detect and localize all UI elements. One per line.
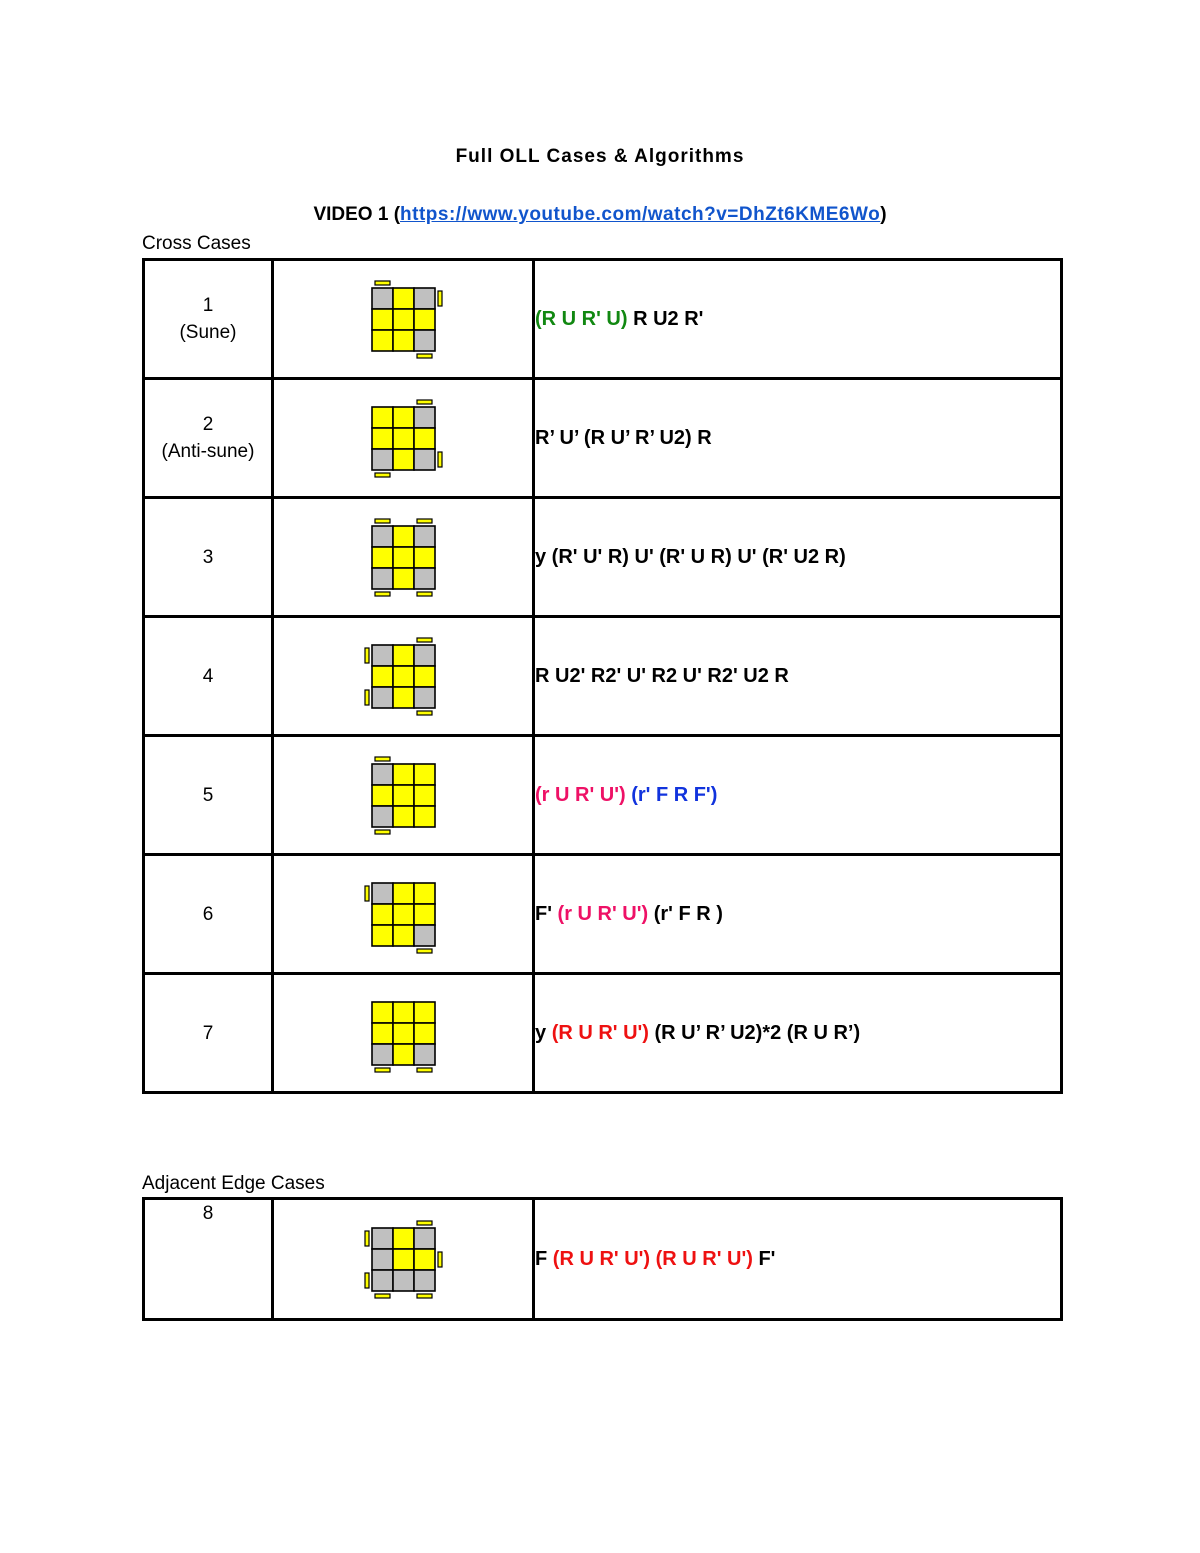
sticker-gray	[414, 288, 435, 309]
sticker-gray	[414, 925, 435, 946]
sticker-yellow	[372, 1023, 393, 1044]
side-sticker	[417, 638, 432, 642]
side-sticker	[375, 473, 390, 477]
case-row	[144, 379, 1062, 498]
case-diagram-cell	[273, 974, 534, 1093]
sticker-gray	[372, 449, 393, 470]
case-number: 6	[202, 903, 214, 925]
algorithm-segment: (R U’ R’ U2)*2 (R U R’)	[648, 1021, 861, 1044]
sticker-gray	[414, 449, 435, 470]
algorithm-segment: R’ U’ (R U’ R’ U2) R	[535, 426, 712, 449]
algorithm-cell	[534, 379, 1062, 498]
case-row	[144, 617, 1062, 736]
sticker-yellow	[393, 687, 414, 708]
side-sticker	[417, 592, 432, 596]
case-number-cell	[144, 974, 273, 1093]
sticker-yellow	[414, 1249, 435, 1270]
sticker-yellow	[393, 330, 414, 351]
sticker-yellow	[414, 785, 435, 806]
sticker-gray	[414, 526, 435, 547]
sticker-yellow	[414, 428, 435, 449]
side-sticker	[438, 1252, 442, 1267]
case-name: (Anti-sune)	[161, 441, 255, 462]
sticker-yellow	[393, 449, 414, 470]
side-sticker	[417, 949, 432, 953]
case-number-cell	[144, 736, 273, 855]
case-number: 5	[202, 784, 214, 806]
case-number: 4	[202, 665, 214, 687]
video-link[interactable]: https://www.youtube.com/watch?v=DhZt6KME6Wo	[400, 204, 881, 225]
oll-cube-icon	[360, 276, 447, 363]
video-prefix: VIDEO 1 (	[313, 204, 401, 225]
sticker-yellow	[414, 764, 435, 785]
oll-cube-icon	[360, 990, 447, 1077]
sticker-gray	[414, 1228, 435, 1249]
algorithm-cell	[534, 1199, 1062, 1320]
algorithm-segment: R U2 R'	[627, 307, 704, 330]
algorithm-cell	[534, 736, 1062, 855]
sticker-yellow	[393, 645, 414, 666]
sticker-yellow	[372, 428, 393, 449]
sticker-yellow	[393, 1002, 414, 1023]
case-number-cell	[144, 379, 273, 498]
section-label-adjacent: Adjacent Edge Cases	[142, 1173, 325, 1194]
sticker-yellow	[393, 764, 414, 785]
side-sticker	[365, 690, 369, 705]
case-diagram-cell	[273, 498, 534, 617]
sticker-yellow	[414, 1002, 435, 1023]
case-number: 1	[202, 295, 214, 316]
sticker-yellow	[372, 330, 393, 351]
oll-cube-icon	[360, 1216, 447, 1303]
side-sticker	[417, 1294, 432, 1298]
side-sticker	[417, 400, 432, 404]
case-number: 8	[202, 1203, 214, 1224]
sticker-yellow	[393, 526, 414, 547]
sticker-gray	[372, 1249, 393, 1270]
algorithm-segment: R U2' R2' U' R2 U' R2' U2 R	[535, 664, 789, 687]
sticker-yellow	[393, 547, 414, 568]
sticker-yellow	[414, 666, 435, 687]
page-title: Full OLL Cases & Algorithms	[455, 146, 745, 167]
case-number-cell	[144, 498, 273, 617]
case-number-cell	[144, 617, 273, 736]
case-row	[144, 855, 1062, 974]
case-row	[144, 260, 1062, 379]
side-sticker	[365, 886, 369, 901]
sticker-gray	[372, 1044, 393, 1065]
sticker-gray	[414, 568, 435, 589]
side-sticker	[417, 519, 432, 523]
algorithm-cell	[534, 855, 1062, 974]
case-number: 7	[202, 1022, 214, 1044]
case-diagram-cell	[273, 260, 534, 379]
sticker-gray	[414, 407, 435, 428]
case-row	[144, 498, 1062, 617]
algorithm-cell	[534, 617, 1062, 736]
sticker-gray	[372, 883, 393, 904]
sticker-yellow	[414, 547, 435, 568]
case-diagram-cell	[273, 617, 534, 736]
case-number-cell	[144, 1199, 273, 1320]
sticker-yellow	[372, 904, 393, 925]
side-sticker	[375, 1068, 390, 1072]
sticker-gray	[372, 1228, 393, 1249]
case-number: 3	[202, 546, 214, 568]
case-row	[144, 974, 1062, 1093]
algorithm-segment: (R U R' U') (R U R' U')	[552, 1247, 753, 1270]
case-name: (Sune)	[179, 322, 237, 343]
sticker-yellow	[414, 309, 435, 330]
sticker-yellow	[414, 1023, 435, 1044]
sticker-gray	[414, 1044, 435, 1065]
video-line	[0, 204, 1200, 226]
algorithm-segment: (R U R' U')	[551, 1021, 649, 1044]
sticker-yellow	[372, 407, 393, 428]
sticker-yellow	[393, 904, 414, 925]
algorithm-segment: (R U R' U)	[535, 307, 628, 330]
sticker-yellow	[393, 428, 414, 449]
algorithm-segment: (r U R' U')	[557, 902, 649, 925]
algorithm-segment: (r' F R )	[648, 902, 723, 925]
side-sticker	[438, 452, 442, 467]
sticker-yellow	[393, 806, 414, 827]
case-number-cell	[144, 855, 273, 974]
algorithm-segment: y (R' U' R) U' (R' U R) U' (R' U2 R)	[535, 545, 846, 568]
sticker-yellow	[393, 1044, 414, 1065]
sticker-yellow	[393, 1249, 414, 1270]
sticker-yellow	[372, 309, 393, 330]
case-diagram-cell	[273, 1199, 534, 1320]
algorithm-segment: F	[535, 1247, 553, 1270]
algorithm-cell	[534, 260, 1062, 379]
algorithm-cell	[534, 498, 1062, 617]
sticker-yellow	[414, 904, 435, 925]
case-row	[144, 1199, 1062, 1320]
side-sticker	[365, 1273, 369, 1288]
algorithm-cell	[534, 974, 1062, 1093]
sticker-yellow	[393, 666, 414, 687]
sticker-gray	[393, 1270, 414, 1291]
sticker-yellow	[414, 806, 435, 827]
side-sticker	[375, 1294, 390, 1298]
sticker-gray	[414, 687, 435, 708]
sticker-yellow	[393, 1228, 414, 1249]
sticker-yellow	[414, 883, 435, 904]
side-sticker	[365, 648, 369, 663]
oll-cube-icon	[360, 514, 447, 601]
algorithm-segment: F'	[752, 1247, 776, 1270]
sticker-yellow	[372, 547, 393, 568]
sticker-gray	[372, 645, 393, 666]
adjacent-edge-table	[142, 1197, 1063, 1321]
section-label-cross: Cross Cases	[142, 233, 251, 254]
sticker-gray	[414, 330, 435, 351]
algorithm-segment: (r U R' U')	[535, 783, 626, 806]
sticker-yellow	[393, 785, 414, 806]
sticker-yellow	[393, 883, 414, 904]
sticker-gray	[372, 288, 393, 309]
side-sticker	[365, 1231, 369, 1246]
sticker-yellow	[393, 288, 414, 309]
oll-cube-icon	[360, 395, 447, 482]
sticker-yellow	[393, 568, 414, 589]
video-suffix: )	[880, 204, 887, 225]
case-diagram-cell	[273, 379, 534, 498]
sticker-yellow	[393, 925, 414, 946]
side-sticker	[417, 1068, 432, 1072]
sticker-gray	[414, 645, 435, 666]
algorithm-segment: (r' F R F')	[631, 783, 718, 806]
case-row	[144, 736, 1062, 855]
sticker-yellow	[372, 1002, 393, 1023]
sticker-gray	[372, 1270, 393, 1291]
sticker-yellow	[393, 309, 414, 330]
oll-cube-icon	[360, 871, 447, 958]
oll-cube-icon	[360, 752, 447, 839]
side-sticker	[438, 291, 442, 306]
side-sticker	[375, 757, 390, 761]
sticker-yellow	[372, 666, 393, 687]
sticker-gray	[414, 1270, 435, 1291]
case-number-cell	[144, 260, 273, 379]
side-sticker	[417, 711, 432, 715]
case-number: 2	[202, 414, 214, 435]
sticker-gray	[372, 568, 393, 589]
sticker-yellow	[393, 1023, 414, 1044]
sticker-gray	[372, 687, 393, 708]
side-sticker	[375, 281, 390, 285]
side-sticker	[417, 1221, 432, 1225]
sticker-gray	[372, 806, 393, 827]
sticker-gray	[372, 526, 393, 547]
sticker-gray	[372, 764, 393, 785]
oll-cube-icon	[360, 633, 447, 720]
sticker-yellow	[372, 785, 393, 806]
case-diagram-cell	[273, 736, 534, 855]
sticker-yellow	[372, 925, 393, 946]
algorithm-segment: F'	[535, 902, 558, 925]
algorithm-segment: y	[535, 1021, 552, 1044]
side-sticker	[375, 519, 390, 523]
cross-cases-table	[142, 258, 1063, 1094]
case-diagram-cell	[273, 855, 534, 974]
side-sticker	[375, 830, 390, 834]
sticker-yellow	[393, 407, 414, 428]
side-sticker	[417, 354, 432, 358]
side-sticker	[375, 592, 390, 596]
